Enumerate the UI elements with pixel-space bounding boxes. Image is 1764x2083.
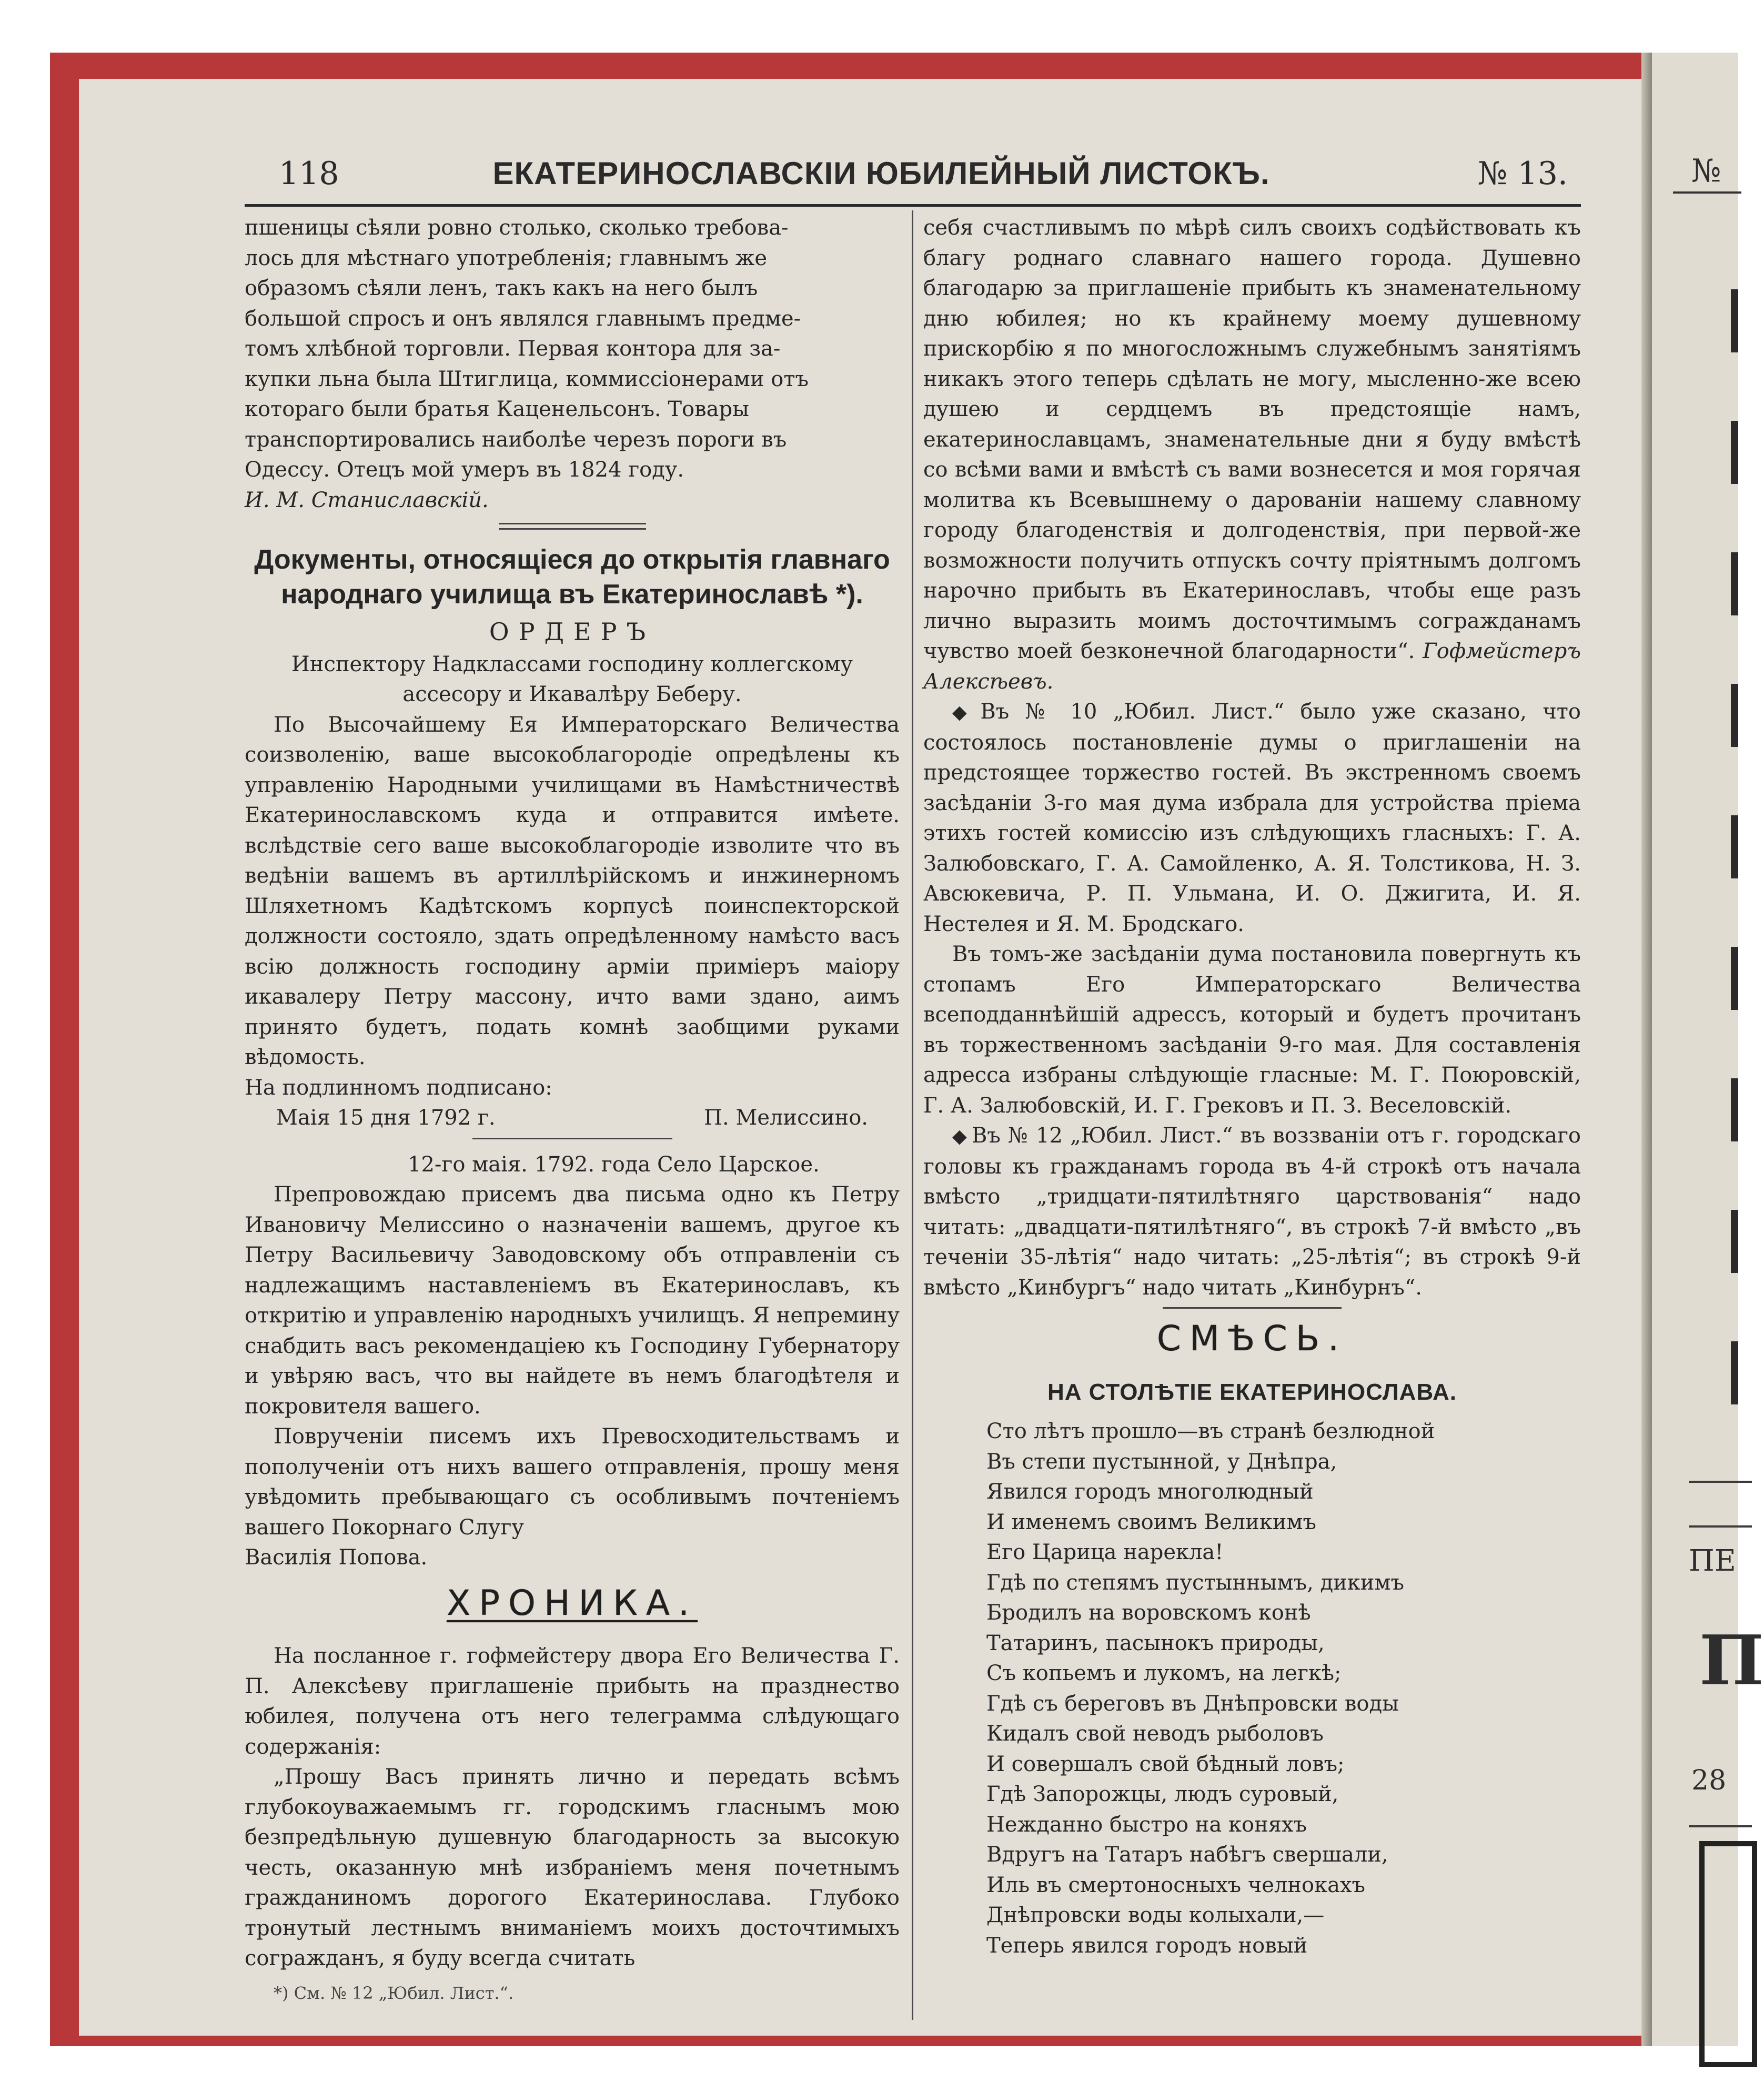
- newspaper-title: ЕКАТЕРИНОСЛАВСКІИ ЮБИЛЕЙНЫЙ ЛИСТОКЪ.: [492, 156, 1270, 191]
- poem-line: Сто лѣтъ прошло—въ странѣ безлюдной: [986, 1419, 1435, 1443]
- issue-number: № 13.: [1477, 155, 1568, 192]
- chronicle-paragraph-text: Въ № 10 „Юбил. Лист.“ было уже сказано, что состоялось постановленіе думы о приглашеніи на предстоящее торжество гостей. Въ экстренномъ своемъ засѣданіи 3-го мая дума избрала для устройства пріема этихъ гостей комиссію изъ слѣдующихъ гласныхъ: Г. А. Залюбовскаго, Г. А. Самойленко, А. Я. Толстикова, Н. З. Авсюкевича, Р. П. Ульмана, И. О. Джигита, И. Я. Нестелея и Я. М. Бродскаго.: [923, 700, 1581, 936]
- next-page-rule: [1689, 1825, 1752, 1827]
- poem-line: И совершалъ свой бѣдный ловъ;: [986, 1752, 1345, 1776]
- miscellany-title: СМѢСЬ.: [1156, 1318, 1348, 1359]
- chronicle-paragraph: На посланное г. гофмейстеру двора Его Величества Г. П. Алексѣеву приглашеніе прибыть на празднество юбилея, получена отъ него телеграмма слѣдующаго содержанія:: [245, 1644, 900, 1759]
- poem-line: Гдѣ по степямъ пустыннымъ, дикимъ: [986, 1570, 1405, 1595]
- poem-line: Съ копьемъ и лукомъ, на легкѣ;: [986, 1661, 1342, 1685]
- next-page-heading: ПЕ: [1689, 1544, 1736, 1578]
- original-signed-note: На подлинномъ подписано:: [245, 1075, 552, 1100]
- poem-line: Въ степи пустынной, у Днѣпра,: [986, 1449, 1337, 1474]
- text-line: образомъ сѣяли ленъ, такъ какъ на него былъ: [245, 276, 758, 300]
- next-page-text-edge: [1731, 1210, 1738, 1273]
- chronicle-paragraph-text: Въ № 12 „Юбил. Лист.“ въ воззваніи отъ г. городскаго головы къ гражданамъ города въ 4-й строкѣ отъ начала вмѣсто „тридцати-пятилѣтняго царствованія“ надо читать: „двадцати-пятилѣтняго“, въ строкѣ 7-й вмѣсто „въ теченіи 35-лѣтія“ надо читать: „25-лѣтія“; въ строкѣ 9-й вмѣсто „Кинбургъ“ надо читать „Кинбурнъ“.: [923, 1124, 1581, 1300]
- pointing-hand-icon: ◆: [952, 702, 976, 723]
- page-number: 118: [279, 155, 339, 192]
- next-page-text-edge: [1731, 947, 1738, 1010]
- text-line: пшеницы сѣяли ровно столько, сколько требова-: [245, 216, 789, 240]
- next-page-text-edge: [1731, 421, 1738, 484]
- next-page-rule: [1673, 191, 1741, 194]
- order-signer: П. Мелиссино.: [704, 1106, 868, 1130]
- next-page-text-edge: [1731, 1078, 1738, 1141]
- text-line: большой спросъ и онъ являлся главнымъ предме-: [245, 306, 801, 331]
- section-divider: [499, 523, 646, 530]
- left-column: [245, 213, 900, 1974]
- order-signature-line: [245, 1103, 900, 1134]
- next-page-number: 28: [1691, 1765, 1727, 1796]
- section-divider: [1163, 1307, 1342, 1309]
- text-line: купки льна была Штиглица, коммиссіонерами отъ: [245, 367, 809, 391]
- poem-line: Гдѣ Запорожцы, людъ суровый,: [986, 1782, 1339, 1806]
- chronicle-paragraph: „Прошу Васъ принять лично и передать всѣмъ глубокоуважаемымъ гг. городскимъ гласнымъ мою безпредѣльную душевную благодарность за высокую честь, оказанную мнѣ избраніемъ меня почетнымъ гражданиномъ дорогого Екатеринослава. Глубоко тронутый лестнымъ вниманіемъ моихъ досточтимыхъ согражданъ, я буду всегда считать: [245, 1765, 900, 1970]
- poem-line: Теперь явился городъ новый: [986, 1933, 1308, 1958]
- order-date: Маія 15 дня 1792 г.: [276, 1106, 496, 1130]
- text-line: лось для мѣстнаго употребленія; главнымъ же: [245, 246, 768, 270]
- column-divider: [912, 210, 913, 2020]
- text-line: транспортировались наиболѣе черезъ пороги въ: [245, 427, 787, 452]
- poem-line: И именемъ своимъ Великимъ: [986, 1510, 1316, 1534]
- author-signature: И. М. Станиславскій.: [245, 488, 489, 512]
- chronicle-paragraph: [923, 1121, 1581, 1303]
- poem-line: Гдѣ съ береговъ въ Днѣпровски воды: [986, 1691, 1399, 1716]
- next-page-text-edge: [1731, 815, 1738, 878]
- next-page-frame: [1699, 1841, 1757, 2067]
- poem-line: Днѣпровски воды колыхали,—: [986, 1903, 1325, 1927]
- chronicle-title: ХРОНИКА.: [447, 1582, 698, 1623]
- poem-line: Вдругъ на Татаръ набѣгъ свершали,: [986, 1843, 1388, 1867]
- next-page-rule: [1689, 1481, 1752, 1483]
- next-page-edge: [1652, 53, 1764, 2046]
- order-addressee: ассесору и Икавалѣру Беберу.: [402, 682, 742, 706]
- footnote: *) См. № 12 „Юбил. Лист.“.: [274, 1983, 514, 2003]
- pointing-hand-icon: ◆: [952, 1126, 968, 1147]
- chronicle-paragraph: Въ томъ-же засѣданіи дума постановила повергнуть къ стопамъ Его Императорскаго Величества всеподданнѣйшій адрессъ, который и будетъ прочитанъ въ торжественномъ засѣданіи 9-го мая. Для составленія адресса избраны слѣдующіе гласные: М. Г. Поюровскій, Г. А. Залюбовскій, И. Г. Грековъ и П. З. Веселовскій.: [923, 942, 1581, 1118]
- order-text: По Высочайшему Ея Императорскаго Величества соизволенію, ваше высокоблагородіе опредѣлены къ управленію Народными училищами въ Намѣстничествѣ Екатеринославскомъ куда и отправится имѣете. вслѣдствіе сего ваше высокоблагородіе изволите что въ ведѣніи вашемъ въ артиллѣрійскомъ и инжинерномъ Шляхетномъ Кадѣтскомъ корпусѣ поинспекторской должности состояло, здать опредѣленному намѣсто васъ всію должность господину арміи приміеръ маіору икавалеру Петру массону, ичто вами здано, аимъ принято будетъ, подать комнѣ заобщими руками вѣдомость.: [245, 712, 900, 1069]
- letter-signer: Василія Попова.: [245, 1545, 428, 1570]
- next-page-issue: №: [1691, 153, 1721, 189]
- poem-line: Бродилъ на воровскомъ конѣ: [986, 1601, 1311, 1625]
- header-rule: [245, 204, 1581, 207]
- poem-line: Его Царица нарекла!: [986, 1540, 1224, 1564]
- documents-heading-line: Документы, относящіеся до открытія главнаго: [254, 544, 890, 575]
- next-page-text-edge: [1731, 1341, 1738, 1404]
- poem-line: Кидалъ свой неводъ рыболовъ: [986, 1722, 1324, 1746]
- text-line: Одессу. Отецъ мой умеръ въ 1824 году.: [245, 458, 684, 482]
- next-page-rule: [1689, 1525, 1752, 1528]
- chronicle-paragraph: [923, 697, 1581, 939]
- documents-heading: [245, 542, 900, 612]
- poem-line: Явился городъ многолюдный: [986, 1480, 1314, 1504]
- text-line: котораго были братья Каценельсонъ. Товары: [245, 397, 749, 421]
- poem-title: НА СТОЛѢТІЕ ЕКАТЕРИНОСЛАВА.: [1047, 1379, 1457, 1405]
- right-column: [923, 213, 1581, 1961]
- poem-line: Татаринъ, пасынокъ природы,: [986, 1631, 1325, 1655]
- next-page-text-edge: [1731, 552, 1738, 615]
- letter-paragraph: Поврученіи писемъ ихъ Превосходительствамъ и пополученіи отъ нихъ вашего отправленія, прошу меня увѣдомить пребывающаго съ особливымъ почтеніемъ вашего Покорнаго Слугу: [245, 1424, 900, 1540]
- order-title: ОРДЕРЪ: [489, 618, 656, 646]
- telegram-continuation: [923, 213, 1581, 697]
- letter-date: 12-го маія. 1792. года Село Царское.: [408, 1152, 820, 1177]
- letter-paragraph: Препровождаю присемъ два письма одно къ Петру Ивановичу Мелиссино о назначеніи вашемъ, другое къ Петру Васильевичу Заводовскому объ отправленіи съ надлежащимъ наставленіемъ въ Екатеринославъ, къ откритію и управленію народныхъ училищъ. Я непремину снабдить васъ рекомендаціею къ Господину Губернатору и увѣряю васъ, что вы найдете въ немъ благодѣтеля и покровителя вашего.: [245, 1182, 900, 1419]
- telegram-text: себя счастливымъ по мѣрѣ силъ своихъ содѣйствовать къ благу роднаго славнаго нашего города. Душевно благодарю за приглашеніе прибыть къ знаменательному дню юбилея; но къ крайнему моему душевному прискорбію я по многосложнымъ служебнымъ занятіямъ никакъ этого теперь сдѣлать не могу, мысленно-же всею душею и сердцемъ въ предстоящіе намъ, екатеринославцамъ, знаменательные дни я буду вмѣстѣ со всѣми вами и вмѣстѣ съ вами вознесется и моя горячая молитва къ Всевышнему о дарованіи нашему славному городу благоденствія и долгоденствія, при первой-же возможности получить отпускъ сочту пріятнымъ долгомъ нарочно прибыть въ Екатеринославъ, чтобы еще разъ лично выразить моимъ досточтимымъ согражданамъ чувство моей безконечной благодарности“.: [923, 216, 1581, 663]
- running-head: [279, 155, 1589, 203]
- section-divider: [472, 1138, 672, 1139]
- text-line: томъ хлѣбной торговли. Первая контора для за-: [245, 337, 781, 361]
- poem-line: Нежданно быстро на коняхъ: [986, 1812, 1307, 1837]
- poem: [923, 1417, 1581, 1961]
- telegram-signature: Гофмейстеръ Алексѣевъ.: [923, 639, 1581, 694]
- next-page-text-edge: [1731, 289, 1738, 352]
- poem-line: Иль въ смертоносныхъ челнокахъ: [986, 1873, 1365, 1897]
- order-addressee: Инспектору Надклассами господину коллегскому: [291, 652, 853, 676]
- documents-heading-line: народнаго училища въ Екатеринославѣ *).: [281, 579, 863, 610]
- next-page-big-letter: П: [1699, 1620, 1764, 1701]
- next-page-text-edge: [1731, 684, 1738, 747]
